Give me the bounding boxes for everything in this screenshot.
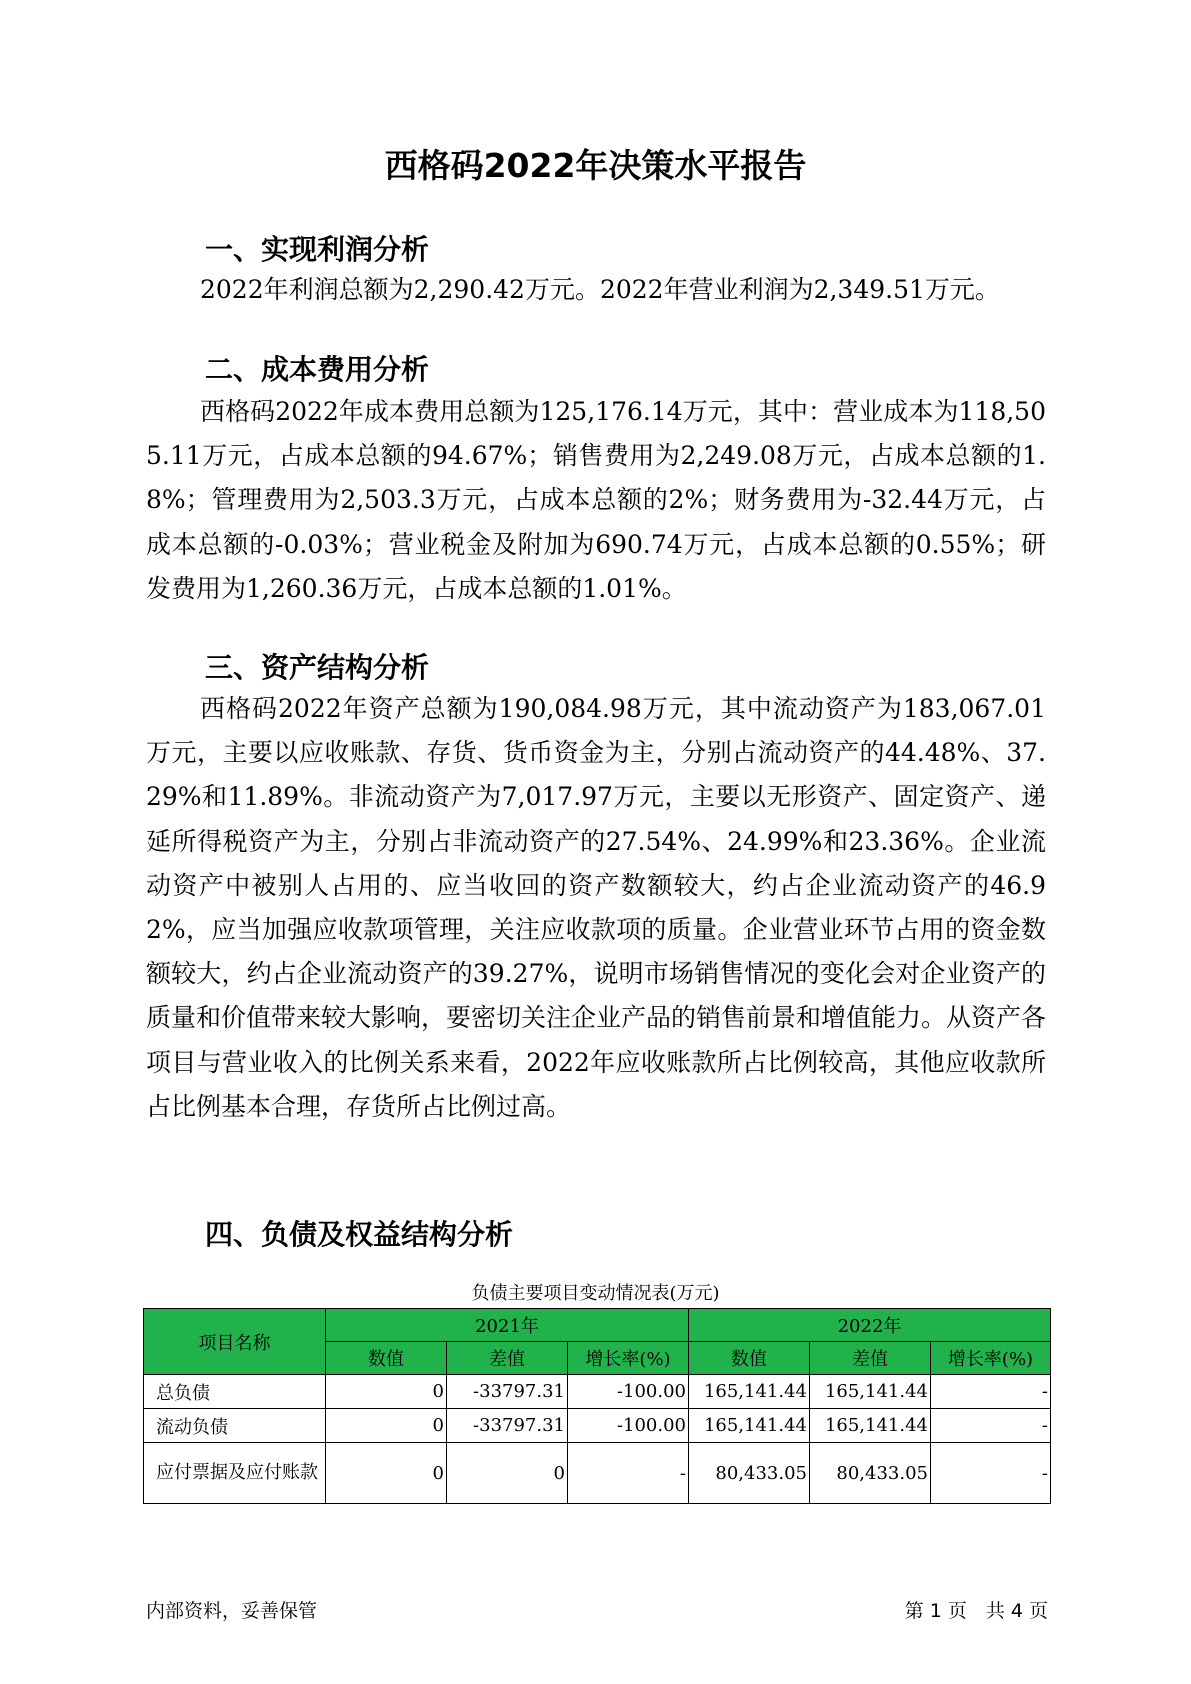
table-caption: 负债主要项目变动情况表(万元) <box>471 1283 720 1304</box>
table-cell: -33797.31 <box>447 1375 568 1409</box>
section-heading-assets: 三、资产结构分析 <box>205 651 430 684</box>
col-header-value: 数值 <box>689 1342 810 1375</box>
section-heading-profit: 一、实现利润分析 <box>205 233 430 266</box>
col-header-value: 数值 <box>326 1342 447 1375</box>
row-name: 应付票据及应付账款 <box>144 1443 326 1504</box>
col-header-difference: 差值 <box>447 1342 568 1375</box>
table-cell: 165,141.44 <box>810 1409 931 1443</box>
table-cell: 0 <box>447 1443 568 1504</box>
table-cell: 0 <box>326 1409 447 1443</box>
table-row <box>144 1375 1051 1409</box>
col-header-growth-rate: 增长率(%) <box>568 1342 689 1375</box>
section-paragraph-assets: 西格码2022年资产总额为190,084.98万元，其中流动资产为183,067.01万元，主要以应收账款、存货、货币资金为主，分别占流动资产的44.48%、37.29%和11.89%。非流动资产为7,017.97万元，主要以无形资产、固定资产、递延所得税资产为主，分别占非流动资产的27.54%、24.99%和23.36%。企业流动资产中被别人占用的、应当收回的资产数额较大，约占企业流动资产的46.92%，应当加强应收款项管理，关注应收款项的质量。企业营业环节占用的资金数额较大，约占企业流动资产的39.27%，说明市场销售情况的变化会对企业资产的质量和价值带来较大影响，要密切关注企业产品的销售前景和增值能力。从资产各项目与营业收入的比例关系来看，2022年应收账款所占比例较高，其他应收款所占比例基本合理，存货所占比例过高。 <box>146 694 1047 1121</box>
report-title: 西格码2022年决策水平报告 <box>384 146 807 185</box>
table-cell: 80,433.05 <box>810 1443 931 1504</box>
table-cell: - <box>568 1443 689 1504</box>
liabilities-table <box>143 1308 1051 1504</box>
table-cell: - <box>931 1409 1051 1443</box>
table-cell: 0 <box>326 1443 447 1504</box>
section-heading-liabilities: 四、负债及权益结构分析 <box>205 1218 514 1251</box>
table-cell: 165,141.44 <box>689 1409 810 1443</box>
table-cell: 0 <box>326 1375 447 1409</box>
col-header-year-2022: 2022年 <box>689 1309 1051 1342</box>
row-name: 流动负债 <box>144 1409 326 1443</box>
section-paragraph-cost: 西格码2022年成本费用总额为125,176.14万元，其中：营业成本为118,505.11万元，占成本总额的94.67%；销售费用为2,249.08万元，占成本总额的1.8%；管理费用为2,503.3万元，占成本总额的2%；财务费用为-32.44万元，占成本总额的-0.03%；营业税金及附加为690.74万元，占成本总额的0.55%；研发费用为1,260.36万元，占成本总额的1.01%。 <box>146 397 1046 603</box>
table-cell: -100.00 <box>568 1409 689 1443</box>
table-cell: -33797.31 <box>447 1409 568 1443</box>
col-header-year-2021: 2021年 <box>326 1309 689 1342</box>
col-header-growth-rate: 增长率(%) <box>931 1342 1051 1375</box>
table-cell: - <box>931 1443 1051 1504</box>
table-row <box>144 1409 1051 1443</box>
section-heading-cost: 二、成本费用分析 <box>205 353 430 386</box>
row-name: 总负债 <box>144 1375 326 1409</box>
footer-confidential-note: 内部资料，妥善保管 <box>146 1600 318 1622</box>
table-cell: 165,141.44 <box>810 1375 931 1409</box>
col-header-difference: 差值 <box>810 1342 931 1375</box>
section-paragraph-profit: 2022年利润总额为2,290.42万元。2022年营业利润为2,349.51万元。 <box>200 275 1000 304</box>
table-row <box>144 1443 1051 1504</box>
col-header-item-name: 项目名称 <box>144 1309 326 1375</box>
table-cell: - <box>931 1375 1051 1409</box>
table-cell: -100.00 <box>568 1375 689 1409</box>
footer-page-number: 第 1 页 共 4 页 <box>904 1600 1048 1622</box>
table-cell: 80,433.05 <box>689 1443 810 1504</box>
table-cell: 165,141.44 <box>689 1375 810 1409</box>
